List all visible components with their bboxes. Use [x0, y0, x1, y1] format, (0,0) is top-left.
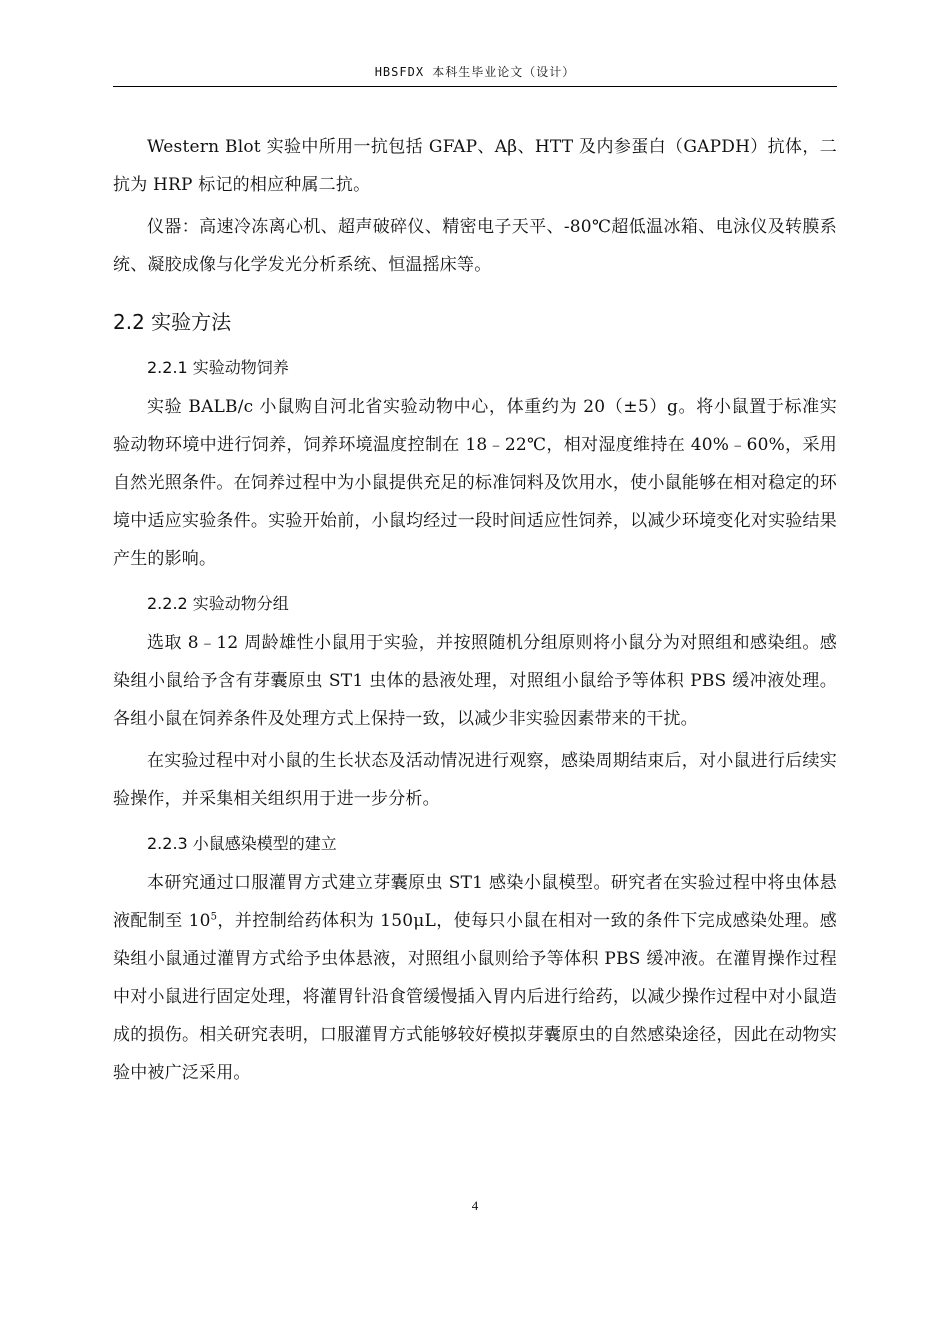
- paragraph-observation: 在实验过程中对小鼠的生长状态及活动情况进行观察，感染周期结束后，对小鼠进行后续实验操作，并采集相关组织用于进一步分析。: [113, 751, 837, 809]
- section-heading-2-2: 2.2 实验方法: [113, 310, 232, 334]
- paragraph-animal-feeding: 实验 BALB/c 小鼠购自河北省实验动物中心，体重约为 20（±5）g。将小鼠置于标准实验动物环境中进行饲养，饲养环境温度控制在 18﹣22℃，相对湿度维持在 40%﹣60%，采用自然光照条件。在饲养过程中为小鼠提供充足的标准饲料及饮用水，使小鼠能够在相对稳定的环境中适应实验条件。实验开始前，小鼠均经过一段时间适应性饲养，以减少环境变化对实验结果产生的影响。: [113, 397, 837, 569]
- page-header: [113, 62, 837, 87]
- infection-model-text-a: 本研究通过口服灌胃方式建立芽囊原虫 ST1 感染小鼠模型。研究者在实验过程中将虫体悬液配制至 10: [113, 873, 837, 931]
- subsection-heading-2-2-3: 2.2.3 小鼠感染模型的建立: [147, 834, 337, 853]
- paragraph-animal-grouping: 选取 8﹣12 周龄雄性小鼠用于实验，并按照随机分组原则将小鼠分为对照组和感染组。感染组小鼠给予含有芽囊原虫 ST1 虫体的悬液处理，对照组小鼠给予等体积 PBS 缓冲液处理。各组小鼠在饲养条件及处理方式上保持一致，以减少非实验因素带来的干扰。: [113, 633, 837, 729]
- page-body: [113, 128, 837, 1092]
- infection-model-text-b: ，并控制给药体积为 150μL，使每只小鼠在相对一致的条件下完成感染处理。感染组小鼠通过灌胃方式给予虫体悬液，对照组小鼠则给予等体积 PBS 缓冲液。在灌胃操作过程中对小鼠进行固定处理，将灌胃针沿食管缓慢插入胃内后进行给药，以减少操作过程中对小鼠造成的损伤。相关研究表明，口服灌胃方式能够较好模拟芽囊原虫的自然感染途径，因此在动物实验中被广泛采用。: [113, 911, 837, 1083]
- subsection-heading-2-2-1: 2.2.1 实验动物饲养: [147, 358, 289, 377]
- paragraph-infection-model: [113, 864, 837, 1092]
- header-title: HBSFDX 本科生毕业论文（设计）: [374, 65, 576, 79]
- paragraph-instruments: 仪器：高速冷冻离心机、超声破碎仪、精密电子天平、-80℃超低温冰箱、电泳仪及转膜系统、凝胶成像与化学发光分析系统、恒温摇床等。: [113, 217, 837, 275]
- paragraph-antibodies: Western Blot 实验中所用一抗包括 GFAP、Aβ、HTT 及内参蛋白（GAPDH）抗体，二抗为 HRP 标记的相应种属二抗。: [113, 137, 837, 195]
- subsection-heading-2-2-2: 2.2.2 实验动物分组: [147, 594, 289, 613]
- page-number: 4: [471, 1198, 479, 1213]
- exponent: 5: [210, 911, 218, 923]
